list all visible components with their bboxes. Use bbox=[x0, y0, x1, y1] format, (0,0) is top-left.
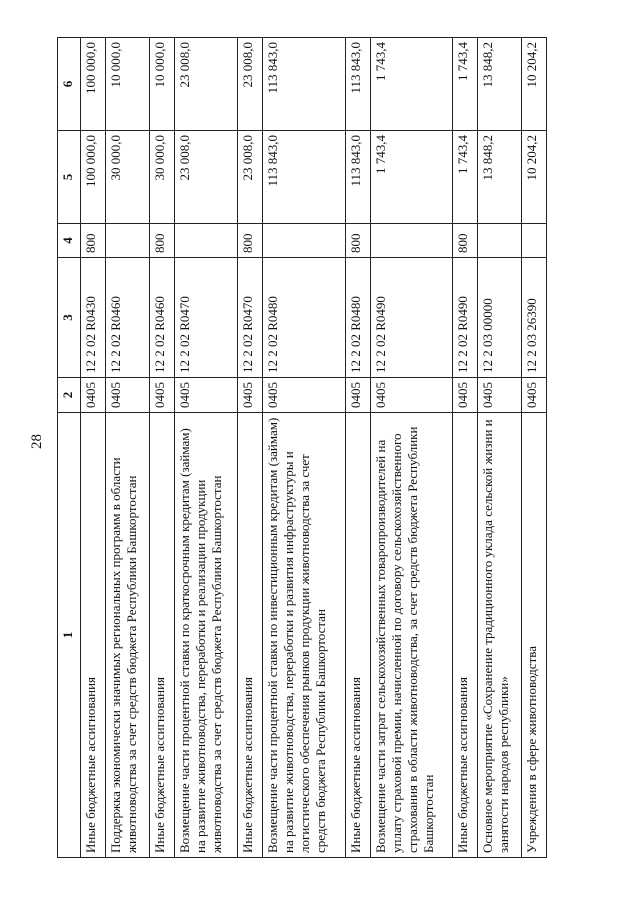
cell-expense-type: 800 bbox=[238, 224, 263, 258]
cell-expense-type bbox=[263, 224, 345, 258]
cell-expense-type: 800 bbox=[81, 224, 106, 258]
cell-target-code: 12 2 03 26390 bbox=[521, 258, 546, 378]
cell-expense-type: 800 bbox=[452, 224, 477, 258]
cell-target-code: 12 2 02 R0480 bbox=[263, 258, 345, 378]
table-row bbox=[521, 38, 546, 858]
cell-description: Иные бюджетные ассигнования bbox=[345, 413, 370, 858]
cell-description: Возмещение части затрат сельскохозяйственных товаропроизводителей на уплату страховой премии, начисленной по договору сельскохозяйственного страхования в области животноводства, за счет средств бюджета Республики Башкортостан bbox=[370, 413, 452, 858]
cell-target-code: 12 2 02 R0470 bbox=[238, 258, 263, 378]
cell-amount-col-6: 113 843,0 bbox=[345, 38, 370, 131]
page-number: 28 bbox=[29, 434, 45, 449]
table-row bbox=[238, 38, 263, 858]
header-col-6: 6 bbox=[58, 38, 81, 131]
cell-amount-col-5: 30 000,0 bbox=[106, 131, 150, 224]
header-col-4: 4 bbox=[58, 224, 81, 258]
cell-description: Иные бюджетные ассигнования bbox=[238, 413, 263, 858]
cell-amount-col-5: 1 743,4 bbox=[452, 131, 477, 224]
cell-amount-col-5: 113 843,0 bbox=[345, 131, 370, 224]
cell-expense-type bbox=[521, 224, 546, 258]
cell-expense-type: 800 bbox=[150, 224, 175, 258]
table-row bbox=[150, 38, 175, 858]
cell-amount-col-6: 113 843,0 bbox=[263, 38, 345, 131]
cell-amount-col-5: 10 204,2 bbox=[521, 131, 546, 224]
cell-section-code: 0405 bbox=[521, 378, 546, 413]
cell-description: Иные бюджетные ассигнования bbox=[81, 413, 106, 858]
cell-description: Иные бюджетные ассигнования bbox=[150, 413, 175, 858]
cell-expense-type bbox=[175, 224, 238, 258]
cell-amount-col-6: 100 000,0 bbox=[81, 38, 106, 131]
cell-amount-col-5: 113 843,0 bbox=[263, 131, 345, 224]
cell-amount-col-5: 30 000,0 bbox=[150, 131, 175, 224]
cell-section-code: 0405 bbox=[175, 378, 238, 413]
cell-target-code: 12 2 02 R0480 bbox=[345, 258, 370, 378]
cell-description: Возмещение части процентной ставки по инвестиционным кредитам (займам) на развитие животноводства, переработки и развития инфраструктуры и логистического обеспечения рынков продукции животноводства за счет средств бюджета Республики Башкортостан bbox=[263, 413, 345, 858]
cell-description: Иные бюджетные ассигнования bbox=[452, 413, 477, 858]
cell-amount-col-6: 23 008,0 bbox=[175, 38, 238, 131]
cell-target-code: 12 2 03 00000 bbox=[477, 258, 521, 378]
cell-expense-type: 800 bbox=[345, 224, 370, 258]
table-row bbox=[452, 38, 477, 858]
cell-description: Возмещение части процентной ставки по краткосрочным кредитам (займам) на развитие животноводства, переработки и реализации продукции животноводства за счет средств бюджета Республики Башкортостан bbox=[175, 413, 238, 858]
cell-section-code: 0405 bbox=[477, 378, 521, 413]
cell-description: Поддержка экономически значимых региональных программ в области животноводства за счет средств бюджета Республики Башкортостан bbox=[106, 413, 150, 858]
cell-amount-col-5: 23 008,0 bbox=[175, 131, 238, 224]
cell-section-code: 0405 bbox=[370, 378, 452, 413]
table-row bbox=[345, 38, 370, 858]
table-row bbox=[106, 38, 150, 858]
cell-amount-col-5: 1 743,4 bbox=[370, 131, 452, 224]
cell-expense-type bbox=[370, 224, 452, 258]
cell-section-code: 0405 bbox=[106, 378, 150, 413]
cell-target-code: 12 2 02 R0490 bbox=[452, 258, 477, 378]
cell-amount-col-6: 13 848,2 bbox=[477, 38, 521, 131]
cell-amount-col-6: 10 000,0 bbox=[150, 38, 175, 131]
header-col-3: 3 bbox=[58, 258, 81, 378]
cell-target-code: 12 2 02 R0470 bbox=[175, 258, 238, 378]
cell-expense-type bbox=[106, 224, 150, 258]
table-header-row bbox=[58, 38, 81, 858]
cell-description: Учреждения в сфере животноводства bbox=[521, 413, 546, 858]
cell-amount-col-5: 23 008,0 bbox=[238, 131, 263, 224]
cell-section-code: 0405 bbox=[452, 378, 477, 413]
table-row bbox=[370, 38, 452, 858]
cell-target-code: 12 2 02 R0460 bbox=[150, 258, 175, 378]
cell-description: Основное мероприятие «Сохранение традиционного уклада сельской жизни и занятости народов республики» bbox=[477, 413, 521, 858]
table-row bbox=[477, 38, 521, 858]
cell-target-code: 12 2 02 R0490 bbox=[370, 258, 452, 378]
table-row bbox=[175, 38, 238, 858]
cell-target-code: 12 2 02 R0430 bbox=[81, 258, 106, 378]
budget-table-container bbox=[57, 38, 547, 858]
table-row bbox=[263, 38, 345, 858]
cell-amount-col-5: 13 848,2 bbox=[477, 131, 521, 224]
cell-section-code: 0405 bbox=[238, 378, 263, 413]
cell-amount-col-6: 10 000,0 bbox=[106, 38, 150, 131]
cell-section-code: 0405 bbox=[81, 378, 106, 413]
cell-amount-col-6: 10 204,2 bbox=[521, 38, 546, 131]
cell-target-code: 12 2 02 R0460 bbox=[106, 258, 150, 378]
cell-amount-col-6: 23 008,0 bbox=[238, 38, 263, 131]
cell-section-code: 0405 bbox=[150, 378, 175, 413]
cell-amount-col-6: 1 743,4 bbox=[370, 38, 452, 131]
cell-expense-type bbox=[477, 224, 521, 258]
cell-section-code: 0405 bbox=[263, 378, 345, 413]
cell-section-code: 0405 bbox=[345, 378, 370, 413]
header-col-2: 2 bbox=[58, 378, 81, 413]
header-col-1: 1 bbox=[58, 413, 81, 858]
budget-table bbox=[57, 37, 547, 858]
cell-amount-col-5: 100 000,0 bbox=[81, 131, 106, 224]
cell-amount-col-6: 1 743,4 bbox=[452, 38, 477, 131]
header-col-5: 5 bbox=[58, 131, 81, 224]
table-row bbox=[81, 38, 106, 858]
